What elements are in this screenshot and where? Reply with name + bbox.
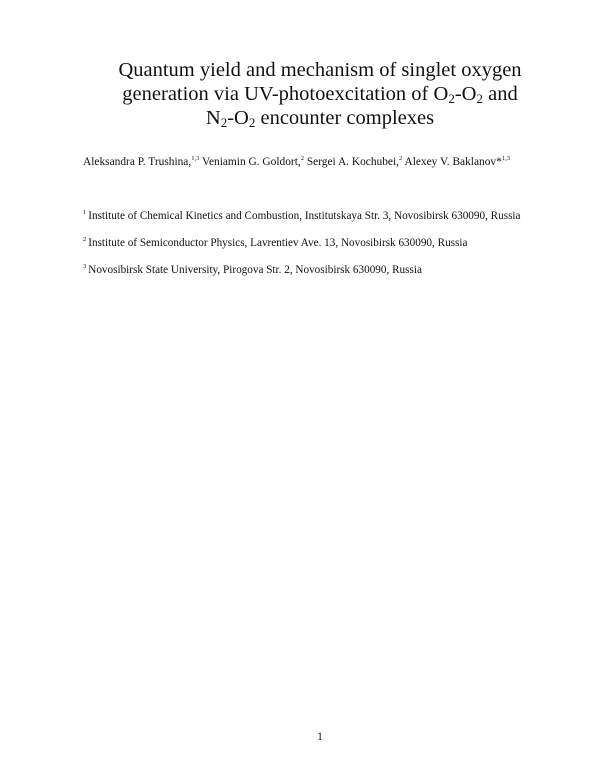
author-affiliation-mark: 1,3 bbox=[501, 155, 510, 162]
title-line-2-text-a: generation via UV-photoexcitation of O bbox=[122, 83, 449, 105]
title-line-3 bbox=[60, 106, 580, 130]
affiliation-2 bbox=[83, 237, 467, 249]
author-affiliation-mark: 2 bbox=[399, 155, 403, 162]
affiliation-mark: 1 bbox=[83, 209, 87, 216]
title-line-2-text-c: and bbox=[482, 83, 518, 105]
title-line-2-text-b: -O bbox=[454, 83, 477, 105]
author-affiliation-mark: 1,3 bbox=[191, 155, 200, 162]
affiliation-1 bbox=[83, 210, 521, 222]
title-line-1: Quantum yield and mechanism of singlet oxygen bbox=[118, 59, 522, 81]
title-line-2-subscript-1: 2 bbox=[448, 91, 455, 106]
title-line-3-text-c: encounter complexes bbox=[255, 107, 435, 129]
author-name: Alexey V. Baklanov* bbox=[404, 156, 502, 168]
title-line-3-subscript-2: 2 bbox=[248, 115, 256, 130]
title-line-2 bbox=[60, 82, 580, 106]
affiliation-3 bbox=[83, 264, 422, 276]
author-list bbox=[83, 156, 510, 168]
affiliation-text: Institute of Semiconductor Physics, Lavrentiev Ave. 13, Novosibirsk 630090, Russia bbox=[88, 237, 468, 249]
title-line-3-text-b: -O bbox=[227, 107, 249, 129]
affiliation-mark: 2 bbox=[83, 236, 87, 243]
author-name: Veniamin G. Goldort, bbox=[202, 156, 301, 168]
title-line-3-text-a: N bbox=[205, 107, 221, 129]
author-name: Aleksandra P. Trushina, bbox=[83, 156, 192, 168]
author-affiliation-mark: 2 bbox=[300, 155, 304, 162]
affiliation-mark: 3 bbox=[83, 263, 87, 270]
affiliation-text: Institute of Chemical Kinetics and Combustion, Institutskaya Str. 3, Novosibirsk 630090, Russia bbox=[88, 210, 521, 222]
page-number: 1 bbox=[317, 731, 323, 743]
affiliation-text: Novosibirsk State University, Pirogova Str. 2, Novosibirsk 630090, Russia bbox=[88, 264, 422, 276]
paper-title bbox=[60, 58, 580, 130]
title-line-3-subscript-1: 2 bbox=[220, 115, 228, 130]
title-line-2-subscript-2: 2 bbox=[476, 91, 483, 106]
author-name: Sergei A. Kochubei, bbox=[306, 156, 399, 168]
